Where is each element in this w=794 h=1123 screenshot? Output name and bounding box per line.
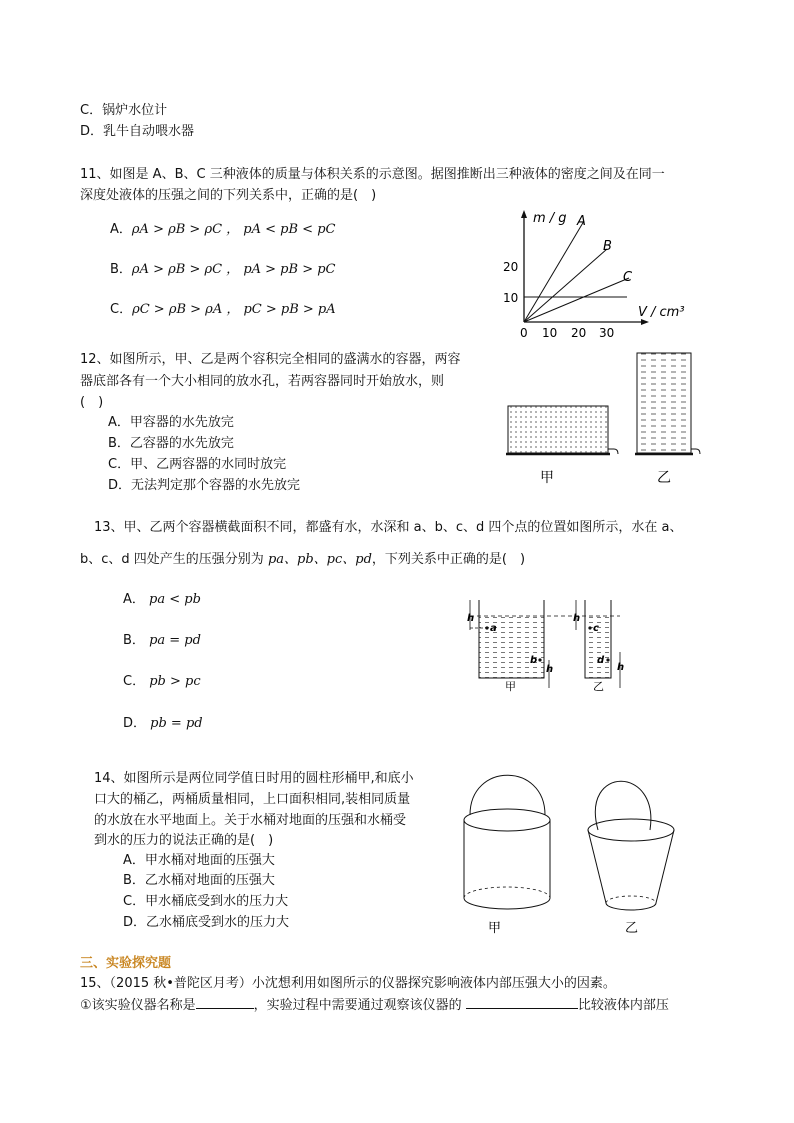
q13-option-a-label: A． xyxy=(123,592,145,607)
q12-stem-line3: ( ) xyxy=(80,395,104,410)
q15-part1-mid: ，实验过程中需要通过观察该仪器的 xyxy=(253,998,462,1013)
q13-option-c-label: C． xyxy=(123,674,146,689)
graph-ylabel: m / g xyxy=(533,211,567,226)
q11-option-c xyxy=(110,298,336,317)
q10-option-d: D．乳牛自动喂水器 xyxy=(80,124,195,139)
q13-stem-line2-pre: b、c、d 四处产生的压强分别为 xyxy=(80,552,264,567)
q11-option-b-text: ρA > ρB > ρC ， pA > pB > pC xyxy=(131,262,336,277)
bucket-yi-handle xyxy=(595,781,651,830)
q12-option-a: A．甲容器的水先放完 xyxy=(108,415,234,430)
q13-jia-water xyxy=(479,616,544,678)
q11-option-a-label: A． xyxy=(110,222,132,237)
graph-ytick-20: 20 xyxy=(503,260,519,274)
q12-stem-line1: 12、如图所示，甲、乙是两个容积完全相同的盛满水的容器，两容 xyxy=(80,352,461,367)
graph-xlabel: V / cm³ xyxy=(638,305,685,320)
q13-stem-line1: 13、甲、乙两个容器横截面积不同，都盛有水，水深和 a、b、c、d 四个点的位置如图所示，水在 a、 xyxy=(94,520,683,535)
q15-stem: 15、（2015 秋•普陀区月考）小沈想利用如图所示的仪器探究影响液体内部压强大小的因素。 xyxy=(80,976,616,991)
q13-stem-line2 xyxy=(80,548,525,567)
q13-h-mid: h xyxy=(573,613,581,624)
bucket-yi-right-wall xyxy=(656,830,674,903)
q13-h-b: h xyxy=(546,664,554,675)
q13-option-a-text: pa < pb xyxy=(149,592,201,607)
q13-option-b-text: pa = pd xyxy=(149,633,201,648)
q11-option-b-label: B． xyxy=(110,262,132,277)
q12-option-b: B．乙容器的水先放完 xyxy=(108,436,234,451)
q11-option-c-text: ρC > ρB > ρA ， pC > pB > pA xyxy=(132,302,336,317)
q13-option-d xyxy=(123,712,203,731)
container-jia xyxy=(508,406,608,453)
graph-line-b xyxy=(524,249,607,322)
q11-mass-volume-graph xyxy=(495,205,710,345)
q11-option-c-label: C． xyxy=(110,302,133,317)
q12-containers-figure xyxy=(500,345,710,490)
q13-label-b: b xyxy=(530,655,538,666)
q14-stem-line4: 到水的压力的说法正确的是( ) xyxy=(94,833,274,848)
graph-line-c xyxy=(524,278,629,322)
bucket-jia-bottom-back xyxy=(464,887,550,898)
bucket-yi-left-wall xyxy=(588,830,606,903)
graph-line-a xyxy=(524,221,584,322)
bucket-yi-bottom-back xyxy=(606,896,656,903)
bucket-jia-top xyxy=(464,809,550,831)
q13-option-c xyxy=(123,670,201,689)
q14-option-c: C．甲水桶底受到水的压力大 xyxy=(123,894,289,909)
q12-option-d: D．无法判定那个容器的水先放完 xyxy=(108,478,301,493)
q13-option-d-text: pb = pd xyxy=(150,716,203,731)
graph-xtick-30: 30 xyxy=(599,326,615,340)
q13-label-c: c xyxy=(593,623,599,634)
q13-h-d: h xyxy=(617,662,625,673)
q12-option-c: C．甲、乙两容器的水同时放完 xyxy=(108,457,287,472)
q13-option-a xyxy=(123,588,201,607)
bucket-jia-bottom-front xyxy=(464,898,550,909)
graph-xtick-10: 10 xyxy=(542,326,558,340)
q13-option-c-text: pb > pc xyxy=(149,674,201,689)
q13-label-yi: 乙 xyxy=(593,680,604,693)
q11-option-b xyxy=(110,258,336,277)
graph-xtick-0: 0 xyxy=(520,326,528,340)
q13-point-c xyxy=(588,626,591,629)
q13-label-d: d xyxy=(597,655,605,666)
container-yi xyxy=(637,353,691,453)
graph-label-b: B xyxy=(603,239,612,254)
section-3-title: 三、实验探究题 xyxy=(80,956,172,971)
q14-label-jia: 甲 xyxy=(488,921,502,936)
bucket-yi-bottom-front xyxy=(606,903,656,910)
q13-option-b-label: B． xyxy=(123,633,145,648)
q14-label-yi: 乙 xyxy=(625,921,639,936)
graph-xtick-20: 20 xyxy=(571,326,587,340)
q13-h-left: h xyxy=(467,613,475,624)
q15-blank-instrument-name[interactable] xyxy=(196,996,254,1009)
q13-point-b xyxy=(538,658,541,661)
q13-label-jia: 甲 xyxy=(505,680,516,693)
q15-part1-post: 比较液体内部压 xyxy=(577,998,669,1013)
q12-label-yi: 乙 xyxy=(657,470,671,486)
q15-part1-pre: ①该实验仪器名称是 xyxy=(80,998,196,1013)
q14-stem-line1: 14、如图所示是两位同学值日时用的圆柱形桶甲,和底小 xyxy=(94,771,414,786)
graph-label-c: C xyxy=(623,270,633,285)
q13-stem-line2-vars: pa、pb、pc、pd xyxy=(267,552,372,567)
q11-option-a-text: ρA > ρB > ρC ， pA < pB < pC xyxy=(131,222,336,237)
q12-stem-line2: 器底部各有一个大小相同的放水孔，若两容器同时开始放水，则 xyxy=(80,374,445,389)
q14-option-b: B．乙水桶对地面的压强大 xyxy=(123,873,275,888)
q13-containers-figure xyxy=(460,590,640,700)
q15-blank-observe[interactable] xyxy=(466,996,578,1009)
bucket-yi-top xyxy=(588,819,674,841)
graph-ytick-10: 10 xyxy=(503,291,519,305)
graph-y-arrow xyxy=(521,210,527,218)
q13-label-a: a xyxy=(490,623,497,634)
q11-option-a xyxy=(110,218,335,237)
graph-label-a: A xyxy=(577,214,586,229)
q13-option-d-label: D． xyxy=(123,716,147,731)
q13-point-d xyxy=(606,658,609,661)
q10-option-c: C．锅炉水位计 xyxy=(80,103,168,118)
q14-stem-line3: 的水放在水平地面上。关于水桶对地面的压强和水桶受 xyxy=(94,813,407,828)
q15-part1 xyxy=(80,994,669,1013)
q11-stem-line2: 深度处液体的压强之间的下列关系中，正确的是( ) xyxy=(80,188,377,203)
q14-option-a: A．甲水桶对地面的压强大 xyxy=(123,853,275,868)
q11-stem-line1: 11、如图是 A、B、C 三种液体的质量与体积关系的示意图。据图推断出三种液体的密度之间及在同一 xyxy=(80,167,665,182)
q14-option-d: D．乙水桶底受到水的压力大 xyxy=(123,915,290,930)
q14-stem-line2: 口大的桶乙，两桶质量相同，上口面积相同,装相同质量 xyxy=(94,792,411,807)
q13-stem-line2-post: ，下列关系中正确的是( ) xyxy=(371,552,526,567)
q14-buckets-figure xyxy=(450,770,690,940)
q12-label-jia: 甲 xyxy=(540,470,554,486)
q13-option-b xyxy=(123,629,201,648)
